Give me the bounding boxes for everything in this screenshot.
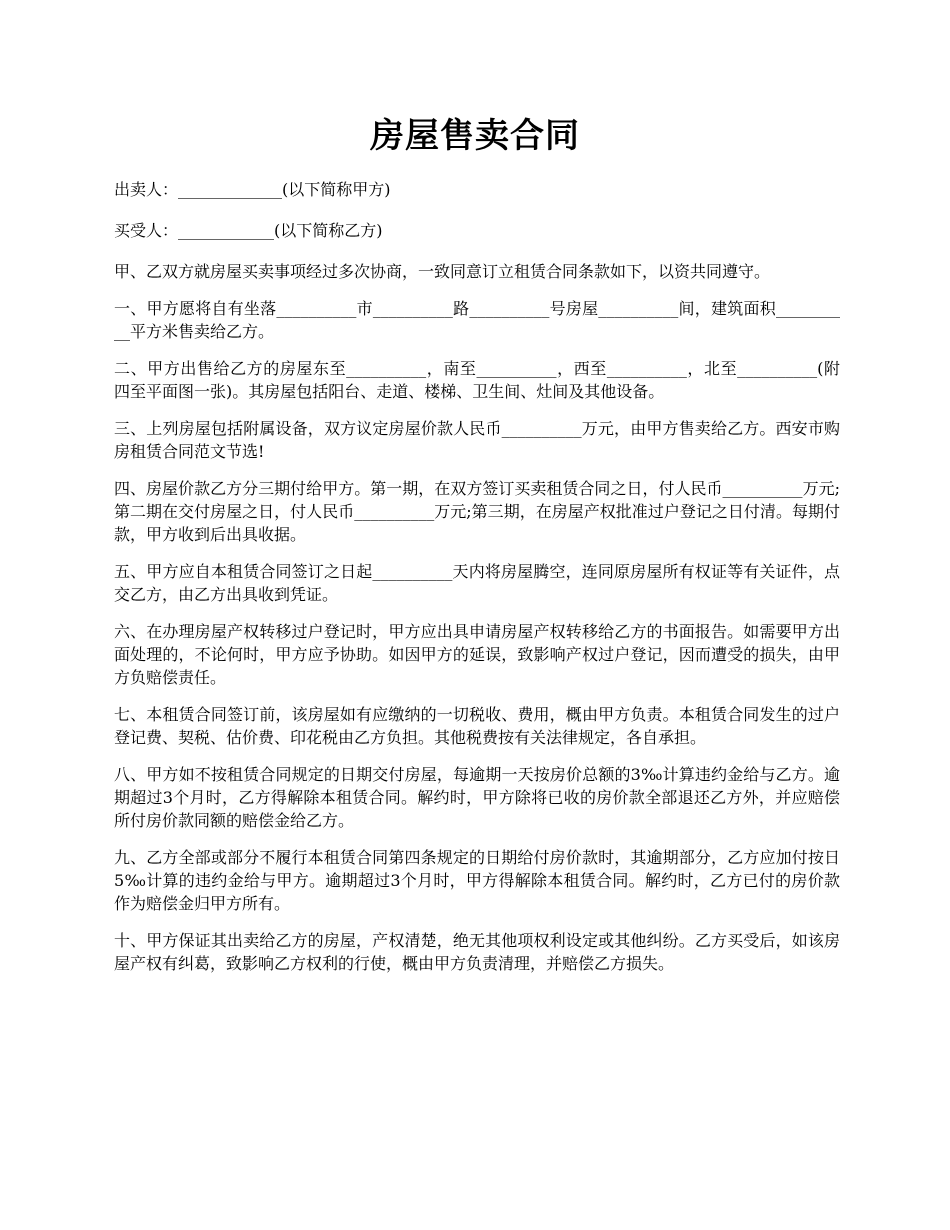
clause-8: 八、甲方如不按租赁合同规定的日期交付房屋，每逾期一天按房价总额的3‰计算违约金给与乙方。逾期超过3个月时，乙方得解除本租赁合同。解约时，甲方除将已收的房价款全部退还乙方外，并应赔偿所付房价款同额的赔偿金给乙方。 <box>114 765 840 830</box>
document-title: 房屋售卖合同 <box>370 116 580 156</box>
buyer-line: 买受人：____________(以下简称乙方) <box>114 221 383 240</box>
seller-line: 出卖人：_____________(以下简称甲方) <box>114 180 391 199</box>
clause-10: 十、甲方保证其出卖给乙方的房屋，产权清楚，绝无其他项权利设定或其他纠纷。乙方买受后，如该房屋产权有纠葛，致影响乙方权利的行使，概由甲方负责清理，并赔偿乙方损失。 <box>114 931 840 973</box>
clause-6: 六、在办理房屋产权转移过户登记时，甲方应出具申请房屋产权转移给乙方的书面报告。如需要甲方出面处理的，不论何时，甲方应予协助。如因甲方的延误，致影响产权过户登记，因而遭受的损失，由甲方负赔偿责任。 <box>114 622 840 687</box>
clause-2: 二、甲方出售给乙方的房屋东至__________，南至__________，西至__________，北至__________(附四至平面图一张)。其房屋包括阳台、走道、楼梯、卫生间、灶间及其他设备。 <box>114 359 840 401</box>
clause-7: 七、本租赁合同签订前，该房屋如有应缴纳的一切税收、费用，概由甲方负责。本租赁合同发生的过户登记费、契税、估价费、印花税由乙方负担。其他税费按有关法律规定，各自承担。 <box>114 705 840 747</box>
preamble-paragraph: 甲、乙双方就房屋买卖事项经过多次协商，一致同意订立租赁合同条款如下，以资共同遵守。 <box>114 262 771 281</box>
clause-9: 九、乙方全部或部分不履行本租赁合同第四条规定的日期给付房价款时，其逾期部分，乙方应加付按日5‰计算的违约金给与甲方。逾期超过3个月时，甲方得解除本租赁合同。解约时，乙方已付的房价款作为赔偿金归甲方所有。 <box>114 848 840 913</box>
document-body <box>114 178 840 989</box>
clause-4: 四、房屋价款乙方分三期付给甲方。第一期，在双方签订买卖租赁合同之日，付人民币__________万元;第二期在交付房屋之日，付人民币__________万元;第三期，在房屋产权批准过户登记之日付清。每期付款，甲方收到后出具收据。 <box>114 479 840 544</box>
clause-3: 三、上列房屋包括附属设备，双方议定房屋价款人民币__________万元，由甲方售卖给乙方。西安市购房租赁合同范文节选! <box>114 419 840 461</box>
clause-1: 一、甲方愿将自有坐落__________市__________路__________号房屋__________间，建筑面积__________平方米售卖给乙方。 <box>114 299 840 341</box>
clause-5: 五、甲方应自本租赁合同签订之日起__________天内将房屋腾空，连同原房屋所有权证等有关证件，点交乙方，由乙方出具收到凭证。 <box>114 562 840 604</box>
